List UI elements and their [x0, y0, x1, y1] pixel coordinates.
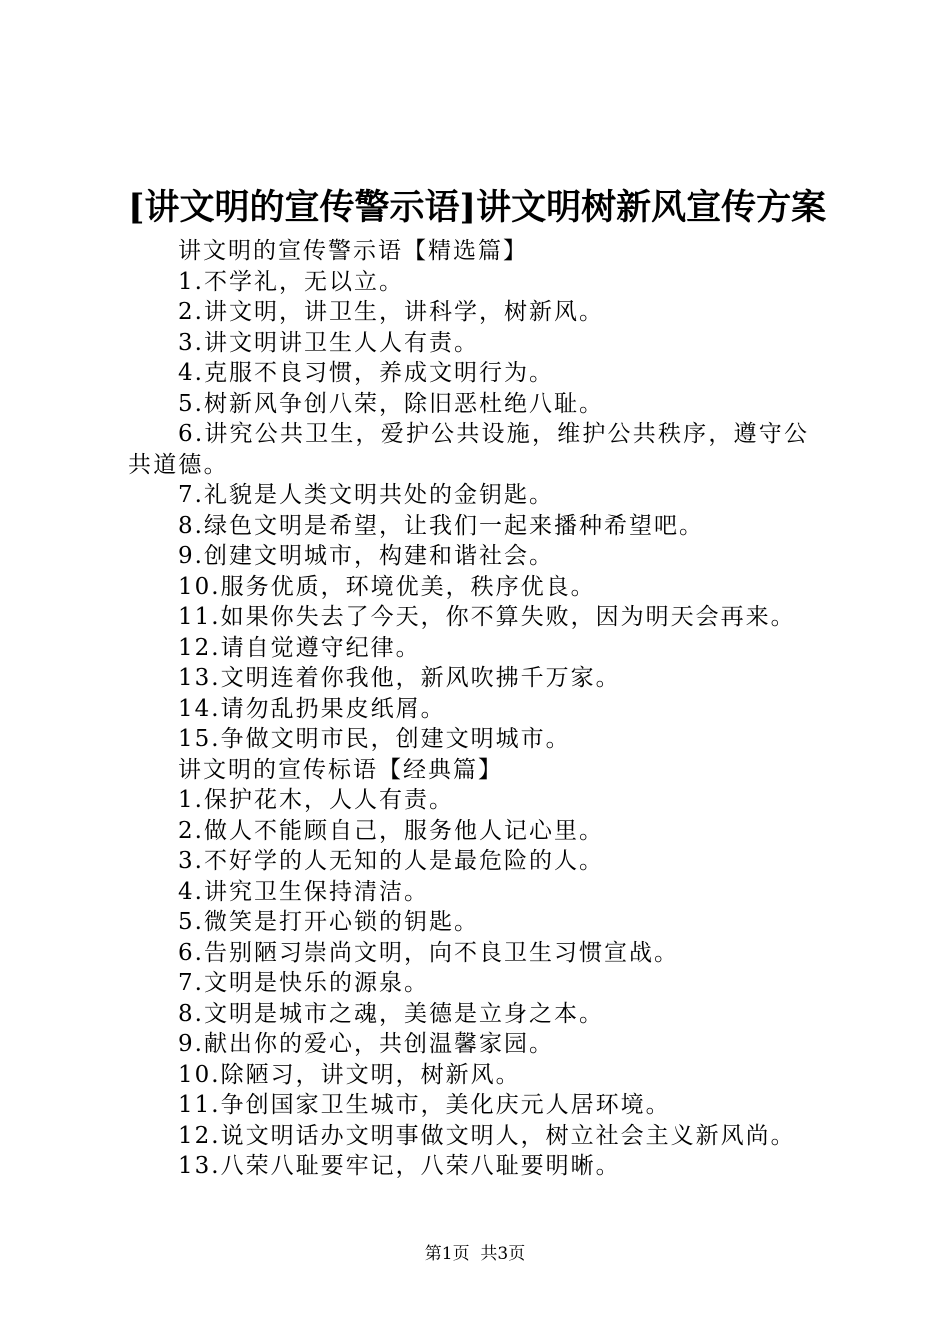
slogan-item: 15.争做文明市民，创建文明城市。 — [178, 726, 571, 752]
slogan-item: 9.献出你的爱心，共创温馨家园。 — [178, 1031, 554, 1057]
slogan-item: 10.除陋习，讲文明，树新风。 — [178, 1061, 521, 1088]
slogan-item: 1.不学礼，无以立。 — [178, 268, 404, 295]
section-heading: 讲文明的宣传警示语【精选篇】 — [178, 238, 528, 264]
slogan-item: 9.创建文明城市，构建和谐社会。 — [178, 543, 554, 569]
slogan-item: 13.八荣八耻要牢记，八荣八耻要明晰。 — [178, 1153, 621, 1179]
slogan-item: 7.礼貌是人类文明共处的金钥匙。 — [178, 482, 554, 508]
slogan-item: 1.保护花木，人人有责。 — [178, 787, 454, 813]
slogan-item: 2.做人不能顾自己，服务他人记心里。 — [178, 817, 604, 844]
slogan-item: 12.说文明话办文明事做文明人，树立社会主义新风尚。 — [178, 1122, 796, 1149]
slogan-item: 8.文明是城市之魂，美德是立身之本。 — [178, 1000, 604, 1027]
slogan-item: 5.微笑是打开心锁的钥匙。 — [178, 909, 479, 935]
slogan-item: 5.树新风争创八荣，除旧恶杜绝八耻。 — [178, 390, 604, 417]
slogan-item: 11.争创国家卫生城市，美化庆元人居环境。 — [178, 1092, 671, 1118]
slogan-item: 10.服务优质，环境优美，秩序优良。 — [178, 573, 596, 600]
slogan-item: 6.告别陋习崇尚文明，向不良卫生习惯宣战。 — [178, 939, 679, 966]
slogan-item: 4.克服不良习惯，养成文明行为。 — [178, 360, 554, 386]
page-footer: 第1页 共3页 — [424, 1244, 526, 1264]
slogan-item: 3.不好学的人无知的人是最危险的人。 — [178, 848, 604, 874]
section-heading: 讲文明的宣传标语【经典篇】 — [178, 756, 503, 783]
document-title: [讲文明的宣传警示语]讲文明树新风宣传方案 — [128, 187, 827, 228]
slogan-item: 6.讲究公共卫生，爱护公共设施，维护公共秩序，遵守公共道德。 — [128, 421, 810, 478]
slogan-item: 7.文明是快乐的源泉。 — [178, 970, 429, 996]
slogan-item: 4.讲究卫生保持清洁。 — [178, 878, 429, 905]
slogan-item: 12.请自觉遵守纪律。 — [178, 634, 421, 661]
slogan-item: 14.请勿乱扔果皮纸屑。 — [178, 695, 446, 722]
slogan-item: 3.讲文明讲卫生人人有责。 — [178, 329, 479, 356]
slogan-item: 2.讲文明，讲卫生，讲科学，树新风。 — [178, 299, 604, 325]
slogan-item: 11.如果你失去了今天，你不算失败，因为明天会再来。 — [178, 604, 796, 630]
slogan-item: 13.文明连着你我他，新风吹拂千万家。 — [178, 665, 621, 691]
slogan-item: 8.绿色文明是希望，让我们一起来播种希望吧。 — [178, 512, 704, 539]
document-body — [128, 236, 830, 1182]
